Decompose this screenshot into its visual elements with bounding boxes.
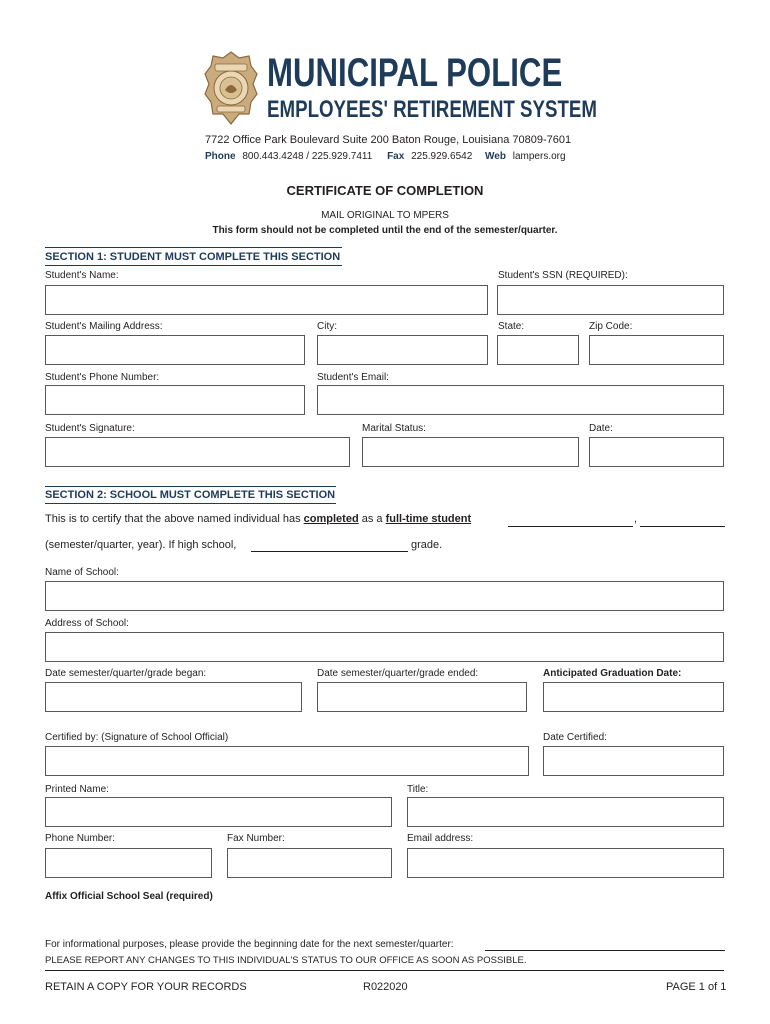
- graduation-date-label: Anticipated Graduation Date:: [543, 668, 682, 679]
- school-phone-label: Phone Number:: [45, 833, 116, 844]
- school-address-label: Address of School:: [45, 618, 129, 629]
- fax-label: Fax: [387, 151, 405, 162]
- zip-label: Zip Code:: [589, 321, 633, 332]
- certification-statement: [45, 513, 471, 525]
- footer-rule: [45, 970, 724, 971]
- line2-prefix: (semester/quarter, year). If high school,: [45, 539, 237, 551]
- org-address: 7722 Office Park Boulevard Suite 200 Baton Rouge, Louisiana 70809-7601: [205, 134, 572, 146]
- printed-name-field[interactable]: [45, 797, 392, 827]
- student-email-field[interactable]: [317, 385, 724, 415]
- police-badge-seal-icon: [203, 50, 259, 126]
- year-blank[interactable]: [640, 526, 725, 527]
- school-name-field[interactable]: [45, 581, 724, 611]
- student-ssn-label: Student's SSN (REQUIRED):: [498, 270, 628, 281]
- section1-top-rule: [45, 247, 342, 248]
- cert-fulltime: full-time student: [385, 513, 472, 525]
- grade-blank[interactable]: [251, 551, 408, 552]
- fax-value: 225.929.6542: [411, 151, 473, 162]
- city-field[interactable]: [317, 335, 488, 365]
- web-label: Web: [485, 151, 506, 162]
- student-email-label: Student's Email:: [317, 372, 389, 383]
- date-began-field[interactable]: [45, 682, 302, 712]
- date-began-label: Date semester/quarter/grade began:: [45, 668, 207, 679]
- school-phone-field[interactable]: [45, 848, 212, 878]
- section2-top-rule: [45, 486, 336, 487]
- state-field[interactable]: [497, 335, 579, 365]
- school-fax-field[interactable]: [227, 848, 392, 878]
- report-changes-notice: PLEASE REPORT ANY CHANGES TO THIS INDIVIDUAL'S STATUS TO OUR OFFICE AS SOON AS POSSIBLE.: [45, 955, 527, 966]
- school-email-label: Email address:: [407, 833, 474, 844]
- school-address-field[interactable]: [45, 632, 724, 662]
- retain-copy: RETAIN A COPY FOR YOUR RECORDS: [45, 981, 247, 993]
- cert-as: as a: [361, 513, 383, 525]
- completion-notice: This form should not be completed until the end of the semester/quarter.: [212, 225, 558, 236]
- school-fax-label: Fax Number:: [227, 833, 285, 844]
- phone-value: 800.443.4248 / 225.929.7411: [242, 151, 373, 162]
- contact-line: [205, 151, 566, 162]
- mailing-address-field[interactable]: [45, 335, 305, 365]
- next-semester-info: For informational purposes, please provide the beginning date for the next semester/quarter:: [45, 939, 454, 950]
- line2-suffix: grade.: [411, 539, 443, 551]
- form-code: R022020: [363, 981, 408, 993]
- marital-status-label: Marital Status:: [362, 423, 426, 434]
- student-signature-label: Student's Signature:: [45, 423, 135, 434]
- title-field[interactable]: [407, 797, 724, 827]
- mailing-address-label: Student's Mailing Address:: [45, 321, 163, 332]
- date-label: Date:: [589, 423, 613, 434]
- web-value[interactable]: lampers.org: [512, 151, 566, 162]
- section2-bottom-rule: [45, 503, 336, 504]
- school-email-field[interactable]: [407, 848, 724, 878]
- cert-prefix: This is to certify that the above named individual has: [45, 513, 301, 525]
- section2-title: SECTION 2: SCHOOL MUST COMPLETE THIS SECTION: [45, 489, 336, 501]
- state-label: State:: [498, 321, 525, 332]
- date-ended-label: Date semester/quarter/grade ended:: [317, 668, 479, 679]
- marital-status-field[interactable]: [362, 437, 579, 467]
- student-name-label: Student's Name:: [45, 270, 119, 281]
- certified-by-field[interactable]: [45, 746, 529, 776]
- phone-label: Phone: [205, 151, 236, 162]
- phone-number-label: Student's Phone Number:: [45, 372, 160, 383]
- date-field[interactable]: [589, 437, 724, 467]
- school-name-label: Name of School:: [45, 567, 119, 578]
- date-certified-field[interactable]: [543, 746, 724, 776]
- certified-by-label: Certified by: (Signature of School Official): [45, 732, 229, 743]
- phone-number-field[interactable]: [45, 385, 305, 415]
- title-label: Title:: [407, 784, 429, 795]
- form-title: CERTIFICATE OF COMPLETION: [286, 183, 484, 198]
- page-number: PAGE 1 of 1: [666, 981, 727, 993]
- org-name-line2: EMPLOYEES' RETIREMENT SYSTEM: [267, 96, 598, 123]
- printed-name-label: Printed Name:: [45, 784, 109, 795]
- next-semester-blank[interactable]: [485, 950, 725, 951]
- city-label: City:: [317, 321, 337, 332]
- mail-instruction: MAIL ORIGINAL TO MPERS: [321, 210, 449, 221]
- student-name-field[interactable]: [45, 285, 488, 315]
- org-name-line1: MUNICIPAL POLICE: [267, 51, 563, 95]
- section1-title: SECTION 1: STUDENT MUST COMPLETE THIS SECTION: [45, 251, 341, 263]
- zip-field[interactable]: [589, 335, 724, 365]
- cert-completed: completed: [303, 513, 359, 525]
- semester-blank[interactable]: [508, 526, 633, 527]
- student-ssn-field[interactable]: [497, 285, 724, 315]
- school-seal-label: Affix Official School Seal (required): [45, 891, 213, 902]
- section1-bottom-rule: [45, 265, 342, 266]
- student-signature-field[interactable]: [45, 437, 350, 467]
- date-ended-field[interactable]: [317, 682, 527, 712]
- graduation-date-field[interactable]: [543, 682, 724, 712]
- date-certified-label: Date Certified:: [543, 732, 607, 743]
- comma-separator: ,: [634, 513, 638, 525]
